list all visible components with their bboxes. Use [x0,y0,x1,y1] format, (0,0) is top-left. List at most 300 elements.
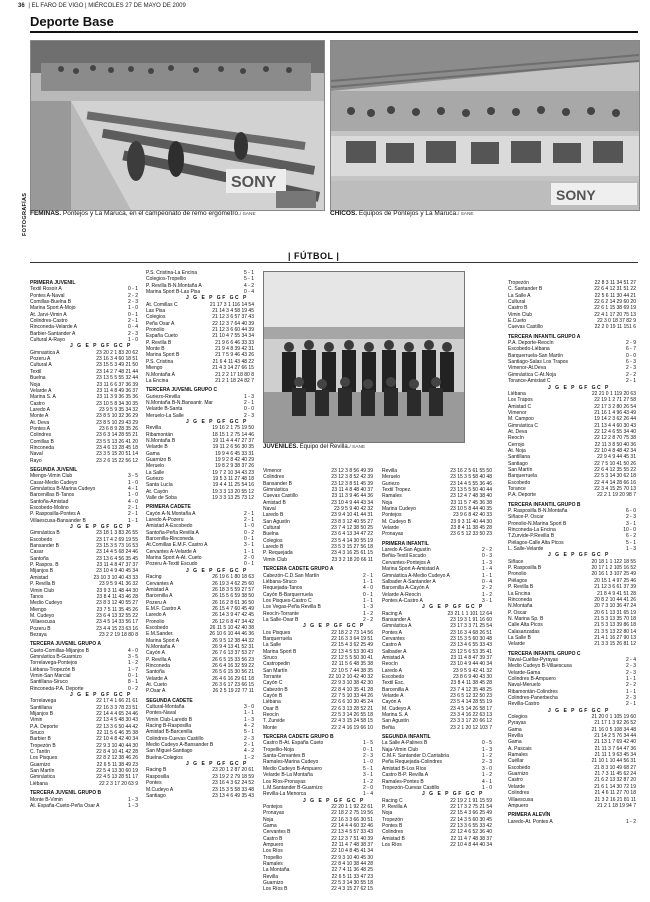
team-name: M.Cudeyo A [146,786,174,793]
team-name: Siruco [263,654,278,661]
result-row [146,688,254,694]
result-value: 22 11 4 7 48 38 37 [450,835,492,842]
result-value: 0 - 2 [243,529,254,536]
team-name: Peña Requejada-Colindres [382,759,443,766]
result-value: 1 - 0 [127,305,138,312]
result-value: 23 12 4 7 48 38 40 [450,493,492,500]
team-name: Pronayas [263,810,285,817]
result-row [508,641,636,647]
result-value: 21 12 3 6 60 44 39 [212,327,254,334]
result-value: 22 4 4 14 28 66 16 [594,479,636,486]
result-value: 23 11 3 9 36 35 36 [96,394,138,401]
league-heading: TERCERA JUVENIL GRUPO C [146,387,218,394]
team-name: Pronolio [146,618,165,625]
team-name: P. Rasposilla B-N.Montaña [508,508,568,515]
result-value: 1 - 1 [243,710,254,717]
result-value: 23 2 1 20 12 103 7 [450,724,492,731]
team-name: P. Revilla B-N.Montaña A [146,282,202,289]
team-name: Reocín [508,435,524,442]
team-name: P. Revilla A [146,656,171,663]
team-name: Santillana [508,454,530,461]
league-heading: PRIMERA CADETE [146,504,191,511]
standings-header: J G E P GF GC P [303,797,365,804]
team-name: Cuéllar [508,758,524,765]
standings-header: J G E P GF GC P [70,692,132,698]
team-name: Los Pisques [30,755,58,762]
section-title: Deporte Base [30,14,114,29]
result-value: 23 20 1 2 87 20 61 [212,767,254,774]
team-name: Rinconeda [146,662,170,669]
team-name: Cayón C [263,680,283,687]
team-name: Ramales [263,860,283,867]
team-name: Tropellio [263,854,282,861]
result-value: 4 - 2 [243,282,254,289]
team-name: Marina Sport A-Amistad A [382,566,440,573]
result-value: 26 9 5 12 38 44 32 [212,637,254,644]
result-value: 22 12 2 8 70 75 38 [594,435,636,442]
standings-header: J G E P GF GC P [186,295,248,302]
team-name: Escobedo [382,674,405,680]
result-value: 21 17 3 1 116 14 54 [209,301,254,308]
result-value: 22 10 4 8 42 40 34 [96,736,138,743]
team-name: Pontejos [263,803,283,810]
team-name: Meruelo [146,463,165,470]
result-value: 22 3 4 15 25 70 13 [594,486,636,492]
result-value: 23 9 3 11 48 44 30 [96,587,138,594]
team-name: N. Marina Sp. B [508,615,544,622]
team-name: Revilla-La Menorca [263,791,307,798]
team-name: Reocín-Torrante [263,610,299,617]
team-name: Cultural A-Rayo [30,337,66,344]
result-value: 26 12 6 8 47 34 42 [212,618,254,625]
result-value: 6 - 2 [625,533,636,540]
team-name: Naval [30,451,43,458]
team-name: Vimin Club [508,311,533,318]
result-value: 22 9 3 10 40 45 30 [331,854,373,861]
team-name: Pontejos [382,512,402,519]
result-value: 1 - 0 [127,337,138,344]
team-name: At. Jarvi-Vimin A [30,311,67,318]
result-value: 22 8 2 12 38 46 26 [96,755,138,762]
result-value: 23 3 3 17 20 66 12 [450,718,492,725]
team-name: Laredo A [30,406,51,413]
result-value: 2 - 2 [481,547,492,554]
team-name: Guriezo-Revilla [146,393,181,400]
result-value: 22 14 4 4 65 24 46 [96,711,138,718]
team-name: Pronolio [146,327,165,334]
result-value: 1 - 0 [481,784,492,791]
result-value: 2 - 1 [625,378,636,385]
team-name: Gimnástica B [30,530,60,537]
result-value: 2 - 0 [243,555,254,562]
result-value: 20 18 1 1 122 18 55 [591,558,636,565]
result-value: 22 9 3 10 40 44 30 [96,742,138,749]
team-name: Medio Cudeyo B-Villaescusa [508,663,572,670]
result-row [30,458,138,464]
team-name: Castro B [508,305,528,312]
team-name: Peña Osar A [146,320,175,327]
results-column-5 [508,280,636,899]
team-name: Cayón B [263,693,283,700]
team-name: Gama [508,739,522,746]
team-name: Amistad [30,574,49,581]
team-name: La Salle-Osar B [263,616,299,623]
team-name: Colindres-Panerbecha [508,695,558,701]
team-name: Liébana-Siruco [263,578,297,585]
result-value: 26 4 6 16 29 61 18 [212,675,254,682]
team-name: Textil Tropez. [382,487,412,494]
result-value: 1 - 4 [362,791,373,798]
result-value: 22 12 4 6 52 36 40 [450,829,492,836]
team-name: La Salle A [508,292,531,299]
team-name: Barquerruela [508,473,537,480]
result-value: 2 - 3 [243,735,254,742]
result-value: 23 21 1 1 101 12 64 [447,610,492,617]
team-name: Gimnástica A [382,623,412,630]
result-value: 23 5 5 13 26 41 20 [96,438,138,445]
team-name: Vimin Club [263,556,288,563]
result-value: 0 - 4 [243,289,254,296]
result-value: 1 - 1 [481,572,492,579]
team-name: Revilla [146,425,162,432]
team-name: La Encina [508,590,531,597]
result-value: 2 - 1 [625,701,636,708]
team-name: Colindres [508,790,530,797]
team-name: Vimin [30,717,43,724]
team-name: Pontes A [382,629,403,636]
header-text: | EL FARO DE VIGO | MIÉRCOLES 27 DE MAYO DE 2009 [28,3,186,9]
result-value: 21 20 0 1 105 19 60 [591,714,636,721]
result-value: 20 6 1 13 31 65 19 [594,609,636,616]
team-name: Escobedo [146,624,169,631]
result-value: 23 15 3 5 58 33 48 [212,786,254,793]
team-name: Guarnizo [263,880,284,886]
result-value: 22 13 3 6 50 44 42 [96,723,138,730]
result-value: 26 9 4 13 41 52 31 [212,643,254,650]
result-value: 0 - 0 [625,352,636,359]
team-name: P. Requejada [263,550,293,557]
result-value: 23 11 4 8 47 37 37 [96,562,138,569]
result-value: 19 4 4 11 25 54 16 [212,482,254,489]
team-name: N.Montaña B-N.Bansantr. Mar [146,399,213,406]
team-name: Colindres [263,474,285,481]
team-name: Amistad C [508,403,532,410]
team-name: P.A. Deporte-Reocín [508,340,554,347]
team-name: Santoña [146,669,165,676]
result-value: 22 9 4 9 44 45 31 [597,454,636,461]
team-name: Vimenor-At.Deva [508,365,546,372]
team-name: Monte A [30,413,49,420]
team-name: Ribamontán-Colindres [508,688,558,695]
result-value: 19 11 4 4 47 27 37 [212,437,254,444]
team-name: Tropezón [382,816,403,823]
team-name: Pontes [146,780,162,787]
team-name: Torrante [263,674,282,680]
result-value: 0 - 1 [243,561,254,568]
team-name: Laredo A [382,667,403,674]
team-name: Rayo [30,457,42,464]
result-value: 19 9 4 6 45 33 31 [215,450,254,457]
result-value: 22 12 3 7 51 40 39 [331,835,373,842]
result-value: 1 - 0 [362,759,373,766]
result-value: 22 6 4 12 35 55 22 [594,466,636,473]
team-name: Bansander B [263,480,292,487]
team-name: N.Montaña B [146,437,176,444]
caption-juveniles: JUVENILES. Equipo del Revilla./ SANE [263,444,366,450]
result-value: 0 - 1 [127,286,138,293]
result-value: 22 10 4 8 45 41 34 [331,848,373,855]
result-value: 22 5 3 14 30 55 18 [331,880,373,886]
result-value: 19 16 2 1 75 19 50 [212,425,254,432]
result-value: 23 19 2 2 79 18 59 [212,773,254,780]
result-row [508,492,636,498]
team-name: Barquerruela [263,635,292,642]
result-value: 23 7 5 11 35 45 26 [96,606,138,613]
result-value: 23 17 4 2 69 19 55 [96,536,138,543]
results-column-4 [382,468,492,899]
result-value: 2 - 1 [127,511,138,518]
result-value: 23 10 3 10 40 43 33 [93,574,138,581]
team-name: Revilla [508,733,524,740]
result-value: 22 10 5 7 44 38 35 [331,667,373,674]
results-column-3 [263,468,373,899]
result-value: 1 - 3 [243,393,254,400]
result-value: 26 6 4 16 32 59 22 [212,662,254,669]
result-value: 22 10 4 8 44 40 34 [450,841,492,848]
team-name: Meruelo [382,474,401,481]
team-name: Piélagos-Calle Alta Picos [508,539,564,546]
team-name: San Martín [263,667,288,674]
team-name: Pontes B [382,822,403,829]
team-name: Laredo A [146,612,167,619]
result-value: 23 4 3 16 25 61 15 [331,550,373,557]
team-name: Colindres-Cuevas Castillo [146,735,204,742]
result-value: 1 - 1 [127,517,138,524]
team-name: T. Zurvide [263,718,285,725]
result-value: 22 5 6 11 30 44 21 [594,292,636,299]
photo-juveniles [263,271,465,443]
result-value: 5 - 1 [243,276,254,283]
result-value: 1 - 5 [362,740,373,747]
team-name: Noja [30,381,41,388]
result-value: 22 11 5 6 46 35 38 [96,730,138,737]
result-value: 22 10 2 10 42 40 32 [328,674,373,680]
team-name: Pronolio-N.Marina Sport B [508,520,567,527]
team-name: Barbier B [30,736,51,743]
result-value: 21 2 2 17 18 80 8 [215,371,254,378]
result-value: 20 7 3 10 36 47 24 [594,603,636,610]
team-name: Tanos [30,593,44,600]
result-value: 2 - 1 [243,399,254,406]
result-value: 22 8 3 11 34 51 27 [594,280,636,286]
result-value: 21 9 4 8 39 42 31 [215,346,254,353]
team-name: Barcenilla-Rinconeda [146,536,194,543]
team-name: Barcenilla A-Cayón A [382,585,429,592]
caption-femeninas: FÉMINAS. Pontejos y La Maruca, en el campeonato de remo ergómetro./ SANE [30,210,256,217]
team-name: Noja [382,810,393,817]
team-name: M. Cudeyo [30,612,55,619]
result-value: 26 10 6 10 44 46 36 [209,631,254,638]
result-value: 1 - 3 [127,796,138,803]
team-name: La Encina [146,377,169,384]
team-name: Vimenor [263,468,282,474]
team-name: Medio Cudeyo [30,600,63,607]
result-value: 22 6 5 11 38 49 23 [96,761,138,768]
result-value: 2 - 3 [243,412,254,419]
team-name: Gimnástica [263,487,289,494]
result-value: 1 - 2 [481,772,492,779]
team-name: Revilla [382,468,398,474]
result-value: 22 6 5 11 33 47 23 [331,873,373,880]
team-name: Pyrayas [508,720,527,727]
team-name: Santoña [30,555,49,562]
result-value: 23 11 6 6 37 36 39 [96,381,138,388]
team-name: Tropezón-Cuevas Castillo [382,784,440,791]
result-value: 26 7 6 13 37 53 27 [212,650,254,657]
team-name: Colindres [30,432,52,439]
team-name: Los Pisques [263,629,291,636]
result-value: 23 14 2 7 48 21 44 [96,368,138,375]
result-value: 23 17 3 3 71 25 54 [450,623,492,630]
result-value: 23 11 4 8 49 36 37 [96,387,138,394]
team-name: Colegios [508,714,528,721]
result-value: 5 - 1 [625,539,636,546]
team-name: Pronayas [382,531,404,538]
team-name: P. Revilla A [382,803,407,810]
league-heading: SEGUNDA CADETE [146,697,193,704]
result-value: 3 - 5 [127,653,138,660]
team-name: Los Pisques-Castro C [263,597,312,604]
result-value: 2 - 3 [362,753,373,760]
team-name: Rinconeda-La Encina [508,527,556,534]
team-name: Rasposilla [146,773,170,780]
result-value: 23 11 3 9 46 44 36 [331,493,373,500]
result-value: 23 8 4 11 43 46 28 [96,593,138,600]
team-name: Vimin Club-Laredo B [146,716,193,723]
team-name: At. Deva [30,419,50,426]
result-value: 23 10 4 9 44 43 34 [331,499,373,506]
team-name: Cabezón B [263,686,288,693]
team-name: Gimnástica A-Medio Cudeyo A [382,572,450,579]
result-value: 2 - 2 [362,616,373,623]
team-name: Amistad B-Los Ríos [382,765,427,772]
result-value: 6 - 0 [625,508,636,515]
league-heading: PRIMERA ALEVÍN [508,812,551,819]
svg-text:SONY: SONY [231,174,277,191]
team-name: Bezaya [30,631,47,638]
team-name: Santiago [508,460,528,467]
team-name: P. Oscar [508,609,527,616]
result-value: 21 4 1 16 27 90 13 [594,634,636,641]
result-value: 1 - 3 [127,802,138,809]
result-value: 19 3 3 13 20 55 12 [212,488,254,495]
team-name: Mijanjos B [30,711,54,718]
league-heading: SEGUNDA JUVENIL [30,466,78,473]
team-name: Rinconeda [30,444,54,451]
team-name: Casar-Medio Cudeyo [30,479,78,486]
result-value: 21 16 0 5 108 34 48 [591,726,636,733]
team-name: La Salle A-Palines B [382,740,428,747]
result-value: 23 6 4 13 32 55 22 [96,612,138,619]
result-value: 3 - 1 [481,597,492,604]
team-name: Colindres-Castro [30,318,68,325]
result-value: 23 7 4 12 35 48 25 [450,686,492,693]
team-name: Los Trapos [508,397,533,404]
caption-chicos: CHICOS. Equipos de Pontejos y La Maruca./ SANE [330,210,474,217]
team-name: At. España-Cueto-Peña Osar A [30,802,100,809]
team-name: At. Cueto [146,682,167,688]
team-name: Bansander B [30,543,59,550]
result-row [382,842,492,848]
result-value: 21 4 6 11 27 70 18 [594,790,636,797]
result-value: 22 17 3 2 75 21 54 [450,803,492,810]
result-value: 22 18 2 2 75 19 56 [331,810,373,817]
team-name: Piélagos [508,577,528,584]
result-value: 2 - 1 [243,742,254,749]
result-value: 1 - 2 [362,778,373,785]
league-heading: SEGUNDA INFANTIL [382,734,431,741]
standings-header: J G E P GF GC P [70,343,132,350]
result-value: 20 8 2 10 44 41 26 [594,596,636,603]
result-value: 23 11 4 8 47 39 37 [450,654,492,661]
result-value: 21 3 5 13 22 80 14 [594,628,636,635]
results-column-1 [30,277,138,899]
result-value: 22 17 3 2 80 26 54 [594,403,636,410]
team-name: Velarde [508,783,525,790]
team-name: San Agustín [263,518,290,525]
result-value: 4 - 0 [362,585,373,592]
result-value: 2 - 3 [625,514,636,521]
result-value: 26 19 6 1 80 18 63 [212,574,254,581]
team-name: Cultural-Montaña [146,704,185,711]
result-value: 1 - 4 [481,566,492,573]
team-name: Pozeru A-Textil Escudo [146,561,198,568]
team-name: San Agustín [382,718,409,725]
team-name: P. Raspos. B [30,562,59,569]
result-value: 21 6 1 14 30 72 19 [594,783,636,790]
result-value: 0 - 1 [243,536,254,543]
team-name: Guriezo [382,480,400,487]
team-name: Santoña-Amistad [30,498,69,505]
team-name: Pontes A [30,425,51,432]
result-value: 23 9 3 11 40 44 30 [450,518,492,525]
team-name: M. Cudeyo B [382,518,411,525]
team-name: P.S. Cristina-La Encina [146,270,198,276]
result-value: 22 16 3 3 66 30 51 [331,816,373,823]
result-value: 0 - 1 [127,311,138,318]
standings-header: J G E P GF GC P [548,552,610,559]
team-name: Marina S. A [30,394,56,401]
team-name: C.M.F. Santander D.Cantabria [382,753,449,760]
team-name: Comillas B [30,438,54,445]
team-name: Torrelavega [30,698,57,705]
futbol-heading: | FÚTBOL | [288,251,340,261]
result-value: 22 8 4 10 38 44 28 [331,860,373,867]
result-value: 26 5 6 15 30 56 21 [212,669,254,676]
team-name: España Cueto [146,333,178,340]
result-value: 22 15 4 3 66 25 49 [450,810,492,817]
result-value: 23 10 4 9 44 40 34 [450,661,492,668]
result-value: 23 20 2 1 83 20 62 [96,349,138,356]
result-value: 21 11 3 7 64 47 36 [594,745,636,752]
team-name: Cervantes A [146,580,174,587]
team-name: C. Santander B [508,286,543,293]
result-value: 22 13 4 5 48 30 43 [96,717,138,724]
team-name: Cervantes A-Velarde A [146,548,197,555]
result-row [146,378,254,384]
result-value: 21 14 3 4 58 19 45 [212,308,254,315]
result-value: 22 11 3 8 50 40 36 [594,441,636,448]
